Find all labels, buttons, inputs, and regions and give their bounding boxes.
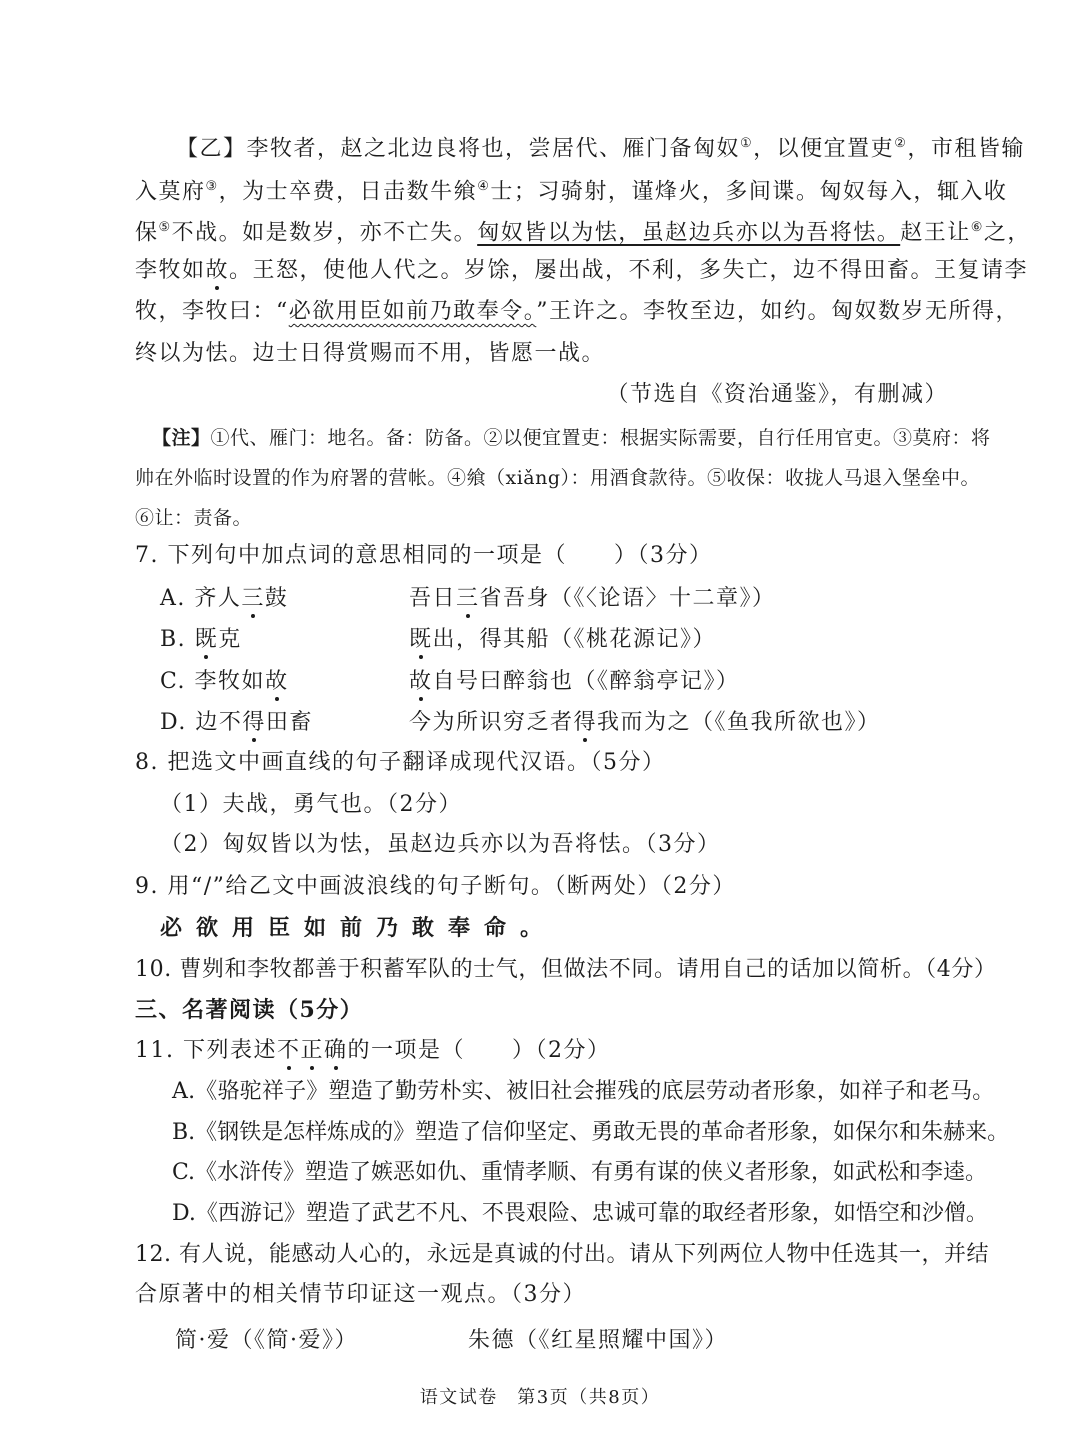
passage-line-6: 终以为怯。边士日得赏赐而不用，皆愿一战。	[135, 341, 606, 366]
text-run: 李牧如	[135, 258, 206, 283]
passage-line-4	[135, 256, 1029, 286]
q7-option-d	[160, 708, 920, 738]
text-run: 的一项是（ ）（2分）	[347, 1038, 611, 1063]
q11-option-b: B.《钢铁是怎样炼成的》塑造了信仰坚定、勇敢无畏的革命者形象，如保尔和朱赫来。	[172, 1120, 1010, 1145]
passage-line-1	[176, 129, 1025, 164]
dotted-char: 不	[276, 1038, 301, 1063]
option-letter: A.	[160, 586, 186, 611]
footnote-marker: ⑤	[158, 220, 172, 235]
dotted-char: 正	[300, 1038, 325, 1063]
underlined-sentence: 匈奴皆以为怯，虽赵边兵亦以为吾将怯。	[477, 220, 901, 246]
text-run: 保	[135, 220, 159, 246]
q12-choice-1: 简·爱（《简·爱》）	[175, 1328, 358, 1353]
q7-option-c-right	[409, 667, 740, 697]
option-letter: C.	[160, 669, 187, 694]
text-run: ，市租皆输	[907, 136, 1025, 162]
q10-stem: 10. 曹刿和李牧都善于积蓄军队的士气，但做法不同。请用自己的话加以简析。（4分）	[135, 957, 997, 982]
notes-label: 【注】	[152, 427, 211, 449]
dotted-char: 得	[242, 710, 266, 735]
q7-option-d-right	[409, 708, 881, 738]
text-run: 【乙】李牧者，赵之北边良将也，尝居代、雁门备匈奴	[176, 136, 741, 162]
q7-option-c-left	[160, 667, 289, 697]
q12-choice-2: 朱德（《红星照耀中国》）	[468, 1328, 729, 1353]
q9-stem: 9. 用“/”给乙文中画波浪线的句子断句。（断两处）（2分）	[135, 874, 736, 899]
section-3-title: 三、名著阅读（5分）	[135, 997, 364, 1023]
footnote-marker: ④	[477, 179, 491, 194]
q12-line-1: 12. 有人说，能感动人心的，永远是真诚的付出。请从下列两位人物中任选其一，并结	[135, 1242, 989, 1267]
q8-sub-2: （2）匈奴皆以为怯，虽赵边兵亦以为吾将怯。（3分）	[160, 832, 721, 857]
dotted-char: 既	[409, 627, 433, 652]
dotted-char: 故	[205, 258, 230, 283]
text-run: ”王许之。李牧至边，如约。匈奴数岁无所得，	[536, 299, 1020, 324]
text-run: 克	[218, 627, 242, 652]
text-run: 入莫府	[135, 179, 206, 205]
dotted-char: 确	[324, 1038, 348, 1063]
text-run: 省吾身（《〈论语〉十二章》）	[479, 586, 776, 611]
q7-option-c	[160, 667, 920, 697]
q11-option-a: A.《骆驼祥子》塑造了勤劳朴实、被旧社会摧残的底层劳动者形象，如祥子和老马。	[172, 1079, 995, 1104]
dotted-char: 三	[241, 586, 265, 611]
notes-line-1	[152, 423, 991, 453]
footnote-marker: ②	[894, 136, 908, 151]
q11-stem	[135, 1036, 611, 1066]
passage-source: （节选自《资治通鉴》，有删减）	[606, 382, 948, 407]
footnote-marker: ③	[205, 179, 219, 194]
q7-option-a	[160, 584, 920, 614]
text-run: 出，得其船（《桃花源记》）	[432, 627, 717, 652]
text-run: 鼓	[264, 586, 289, 611]
q8-sub-1: （1）夫战，勇气也。（2分）	[160, 792, 462, 817]
dotted-phrase	[277, 1038, 348, 1063]
option-letter: B.	[160, 627, 187, 652]
text-run: ，以便宜置吏	[753, 136, 895, 162]
text-run: 我而为之（《鱼我所欲也》）	[597, 710, 881, 735]
page-footer: 语文试卷 第3页（共8页）	[419, 1387, 661, 1408]
text-run: 吾日	[409, 586, 457, 611]
footnote-marker: ⑥	[970, 220, 984, 235]
text-run: 今为所识穷乏者	[409, 710, 574, 735]
dotted-char: 得	[573, 710, 598, 735]
dotted-char: 故	[409, 669, 433, 694]
q11-option-d: D.《西游记》塑造了武艺不凡、不畏艰险、忠诚可靠的取经者形象，如悟空和沙僧。	[172, 1201, 988, 1226]
q7-option-b-right	[409, 625, 716, 655]
q7-option-a-left	[160, 584, 288, 614]
text-run: 11. 下列表述	[135, 1038, 277, 1063]
q7-option-b-left	[160, 625, 242, 655]
text-run: 不战。如是数岁，亦不亡失。	[171, 220, 478, 246]
text-run: 赵王让	[900, 220, 971, 246]
text-run: 齐人	[194, 586, 242, 611]
q11-option-c: C.《水浒传》塑造了嫉恶如仇、重情孝顺、有勇有谋的侠义者形象，如武松和李逵。	[172, 1160, 988, 1185]
notes-text: ①代、雁门：地名。备：防备。②以便宜置吏：根据实际需要，自行任用官吏。③莫府：将	[210, 427, 991, 449]
q8-stem: 8. 把选文中画直线的句子翻译成现代汉语。（5分）	[135, 750, 666, 775]
q7-option-a-right	[409, 584, 776, 614]
text-run: 田畜	[265, 710, 313, 735]
text-run: 边不	[195, 710, 243, 735]
footnote-marker: ①	[740, 136, 754, 151]
passage-line-3	[135, 213, 1031, 248]
text-run: 之，	[983, 220, 1031, 246]
q9-sentence: 必欲用臣如前乃敢奉命。	[160, 915, 557, 941]
q7-stem: 7. 下列句中加点词的意思相同的一项是（ ）（3分）	[135, 543, 713, 568]
text-run: 李牧如	[194, 669, 266, 694]
text-run: 自号曰醉翁也（《醉翁亭记》）	[432, 669, 740, 694]
passage-line-2	[135, 172, 1008, 207]
text-run: 。王怒，使他人代之。岁馀，屡出战，不利，多失亡，边不得田畜。王复请李	[229, 258, 1029, 283]
passage-line-5	[135, 297, 1020, 327]
dotted-char: 既	[194, 627, 219, 652]
notes-line-3: ⑥让：责备。	[135, 507, 253, 529]
text-run: ，为士卒费，日击数牛飨	[218, 179, 478, 205]
q12-line-2: 合原著中的相关情节印证这一观点。（3分）	[135, 1282, 586, 1307]
notes-line-2: 帅在外临时设置的作为府署的营帐。④飨（xiǎng）：用酒食款待。⑤收保：收拢人马退入堡垒中。	[135, 467, 981, 489]
option-letter: D.	[160, 710, 187, 735]
text-run: 士；习骑射，谨烽火，多间谍。匈奴每入，辄入收	[490, 179, 1008, 205]
text-run: 牧，李牧曰：“	[135, 299, 289, 324]
dotted-char: 故	[265, 669, 289, 694]
wavy-underlined-sentence: 必欲用臣如前乃敢奉令。	[288, 299, 537, 324]
dotted-char: 三	[456, 586, 480, 611]
q7-option-d-left	[160, 708, 313, 738]
q7-option-b	[160, 625, 920, 655]
